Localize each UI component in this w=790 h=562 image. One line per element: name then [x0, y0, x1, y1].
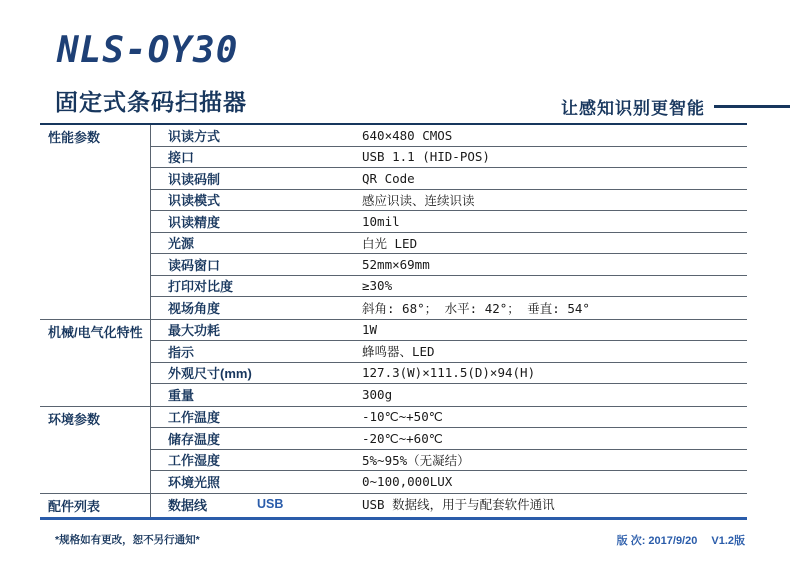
table-row — [150, 125, 747, 147]
param-value: USB 数据线，用于与配套软件通讯 — [362, 497, 555, 513]
param-name — [150, 495, 362, 514]
footer-version — [617, 532, 745, 548]
param-value: 640×480 CMOS — [362, 127, 453, 143]
table-row — [150, 233, 747, 255]
section-label: 配件列表 — [48, 498, 101, 514]
param-value: 10mil — [362, 213, 400, 229]
param-value: ≥30% — [362, 278, 393, 294]
footer-version-date: 版 次: 2017/9/20 — [616, 534, 698, 547]
table-row — [150, 211, 747, 233]
section-rows — [150, 320, 747, 406]
table-row — [150, 494, 747, 516]
param-value: 斜角: 68°； 水平: 42°； 垂直: 54° — [362, 300, 590, 316]
table-row — [150, 363, 747, 385]
param-value: 1W — [362, 322, 378, 338]
table-row — [150, 168, 747, 190]
table-row — [150, 471, 747, 493]
param-name-text: 数据线 — [168, 497, 208, 513]
brand-tagline-wrap — [561, 94, 790, 119]
table-row — [150, 450, 747, 472]
section-rows — [150, 407, 747, 493]
param-value: -20℃~+60℃ — [362, 430, 443, 446]
product-model-title: NLS-OY30 — [57, 30, 239, 71]
table-row — [150, 147, 747, 169]
param-value: QR Code — [362, 170, 415, 186]
param-name: 识读方式 — [168, 128, 221, 144]
table-row — [150, 276, 747, 298]
spec-table — [40, 123, 747, 520]
section-label: 机械/电气化特性 — [48, 324, 143, 340]
param-name: 识读码制 — [168, 171, 221, 187]
footer — [55, 520, 745, 560]
table-row — [150, 297, 747, 319]
param-value: -10℃~+50℃ — [362, 409, 443, 425]
param-name: 识读模式 — [168, 193, 221, 209]
param-name: 打印对比度 — [168, 279, 234, 295]
param-value: 127.3(W)×111.5(D)×94(H) — [362, 365, 536, 381]
table-row — [150, 341, 747, 363]
section-performance — [40, 125, 747, 319]
section-environment — [40, 406, 747, 493]
param-name: 工作湿度 — [168, 453, 221, 469]
table-row — [150, 254, 747, 276]
table-row — [150, 407, 747, 429]
param-value: 白光 LED — [362, 235, 418, 251]
section-rows — [150, 125, 747, 319]
table-row — [150, 190, 747, 212]
footer-version-number: V1.2版 — [711, 534, 745, 547]
param-subtype: USB — [257, 497, 284, 512]
param-name: 接口 — [168, 150, 195, 166]
param-name: 环境光照 — [168, 475, 221, 491]
param-name: 指示 — [168, 344, 195, 360]
footer-disclaimer: *规格如有更改，恕不另行通知* — [55, 534, 200, 547]
param-value: 300g — [362, 387, 393, 403]
table-row — [150, 428, 747, 450]
param-name: 视场角度 — [168, 301, 221, 317]
tagline-rule — [714, 105, 790, 108]
header — [0, 0, 790, 123]
param-name: 重量 — [168, 388, 195, 404]
param-name: 外观尺寸(mm) — [168, 366, 252, 382]
param-value: 蜂鸣器、LED — [362, 344, 435, 360]
param-name: 储存温度 — [168, 431, 221, 447]
section-label: 环境参数 — [48, 411, 101, 427]
param-value: 5%~95%（无凝结） — [362, 452, 470, 468]
section-mechanical-electrical — [40, 319, 747, 406]
param-name: 读码窗口 — [168, 257, 221, 273]
param-name: 识读精度 — [168, 214, 221, 230]
param-name: 最大功耗 — [168, 323, 221, 339]
table-row — [150, 320, 747, 342]
param-value: 0~100,000LUX — [362, 474, 453, 490]
param-value: 52mm×69mm — [362, 256, 430, 272]
product-subtitle: 固定式条码扫描器 — [55, 89, 247, 115]
param-name: 工作温度 — [168, 410, 221, 426]
param-value: 感应识读、连续识读 — [362, 192, 475, 208]
param-name: 光源 — [168, 236, 195, 252]
brand-tagline: 让感知识别更智能 — [561, 99, 705, 118]
section-label: 性能参数 — [48, 130, 101, 145]
table-row — [150, 384, 747, 406]
section-accessories — [40, 493, 747, 517]
section-rows — [150, 494, 747, 517]
param-value: USB 1.1 (HID-POS) — [362, 149, 490, 165]
